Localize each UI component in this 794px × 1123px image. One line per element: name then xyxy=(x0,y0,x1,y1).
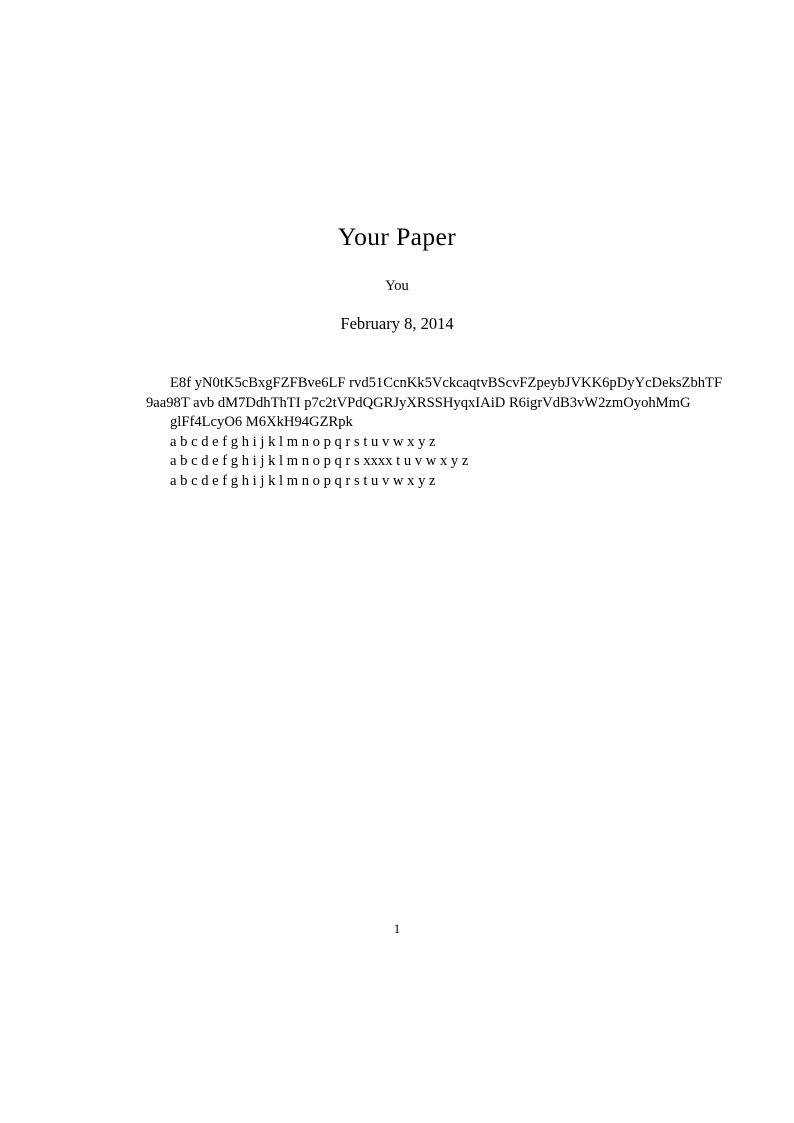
paragraph-line: 9aa98T avb dM7DdhThTI p7c2tVPdQGRJyXRSSHyqxIAiD R6igrVdB3vW2zmOyohMmG xyxy=(146,394,691,411)
alphabet-line: a b c d e f g h i j k l m n o p q r s t u v w x y z xyxy=(170,472,436,489)
body-text xyxy=(146,374,794,492)
page-title: Your Paper xyxy=(337,222,457,251)
author-line: You xyxy=(385,278,409,294)
paragraph-line: glFf4LcyO6 M6XkH94GZRpk xyxy=(170,414,353,431)
paragraph-line: E8f yN0tK5cBxgFZFBve6LF rvd51CcnKk5VckcaqtvBScvFZpeybJVKK6pDyYcDeksZbhTF xyxy=(170,375,723,391)
alphabet-line: a b c d e f g h i j k l m n o p q r s xxxx t u v w x y z xyxy=(170,453,469,470)
alphabet-line: a b c d e f g h i j k l m n o p q r s t u v w x y z xyxy=(170,433,436,450)
page-number: 1 xyxy=(393,921,401,936)
date-line: February 8, 2014 xyxy=(340,314,454,333)
